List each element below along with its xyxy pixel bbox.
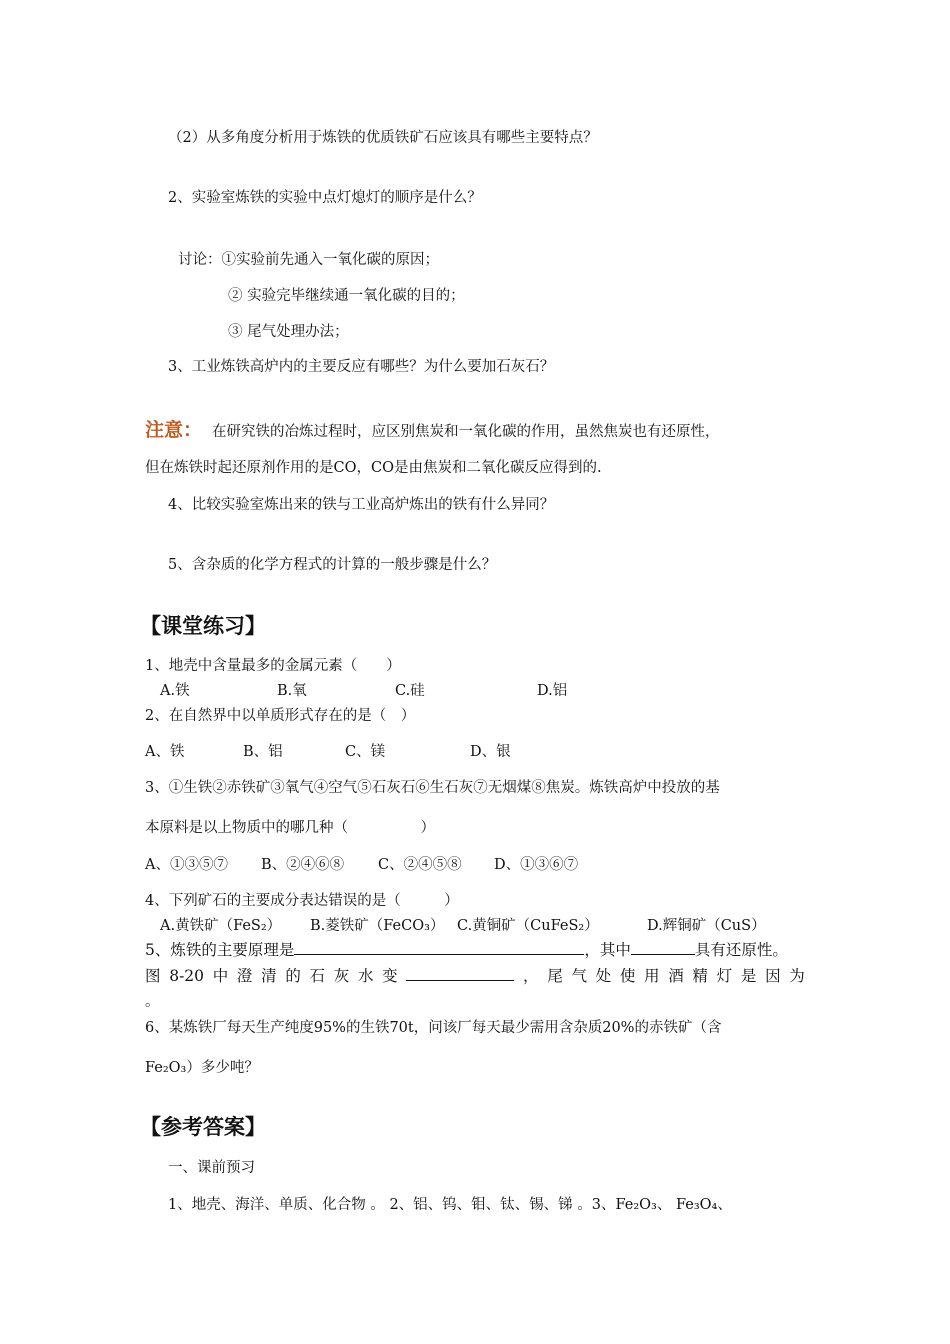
practice-q1-option-a: A.铁 xyxy=(160,683,190,699)
char: 中 xyxy=(212,967,229,985)
char: 水 xyxy=(357,967,374,985)
answers-heading: 【参考答案】 xyxy=(140,1115,266,1139)
char: 使 xyxy=(619,967,636,985)
practice-q2-option-d: D、银 xyxy=(470,744,511,760)
practice-q5-text-c: 具有还原性。 xyxy=(694,941,788,959)
char: 用 xyxy=(644,967,660,985)
char: 澄 xyxy=(236,967,253,985)
note-line-1 xyxy=(145,418,720,444)
char: 因 xyxy=(765,967,781,985)
discussion-item-1: ①实验前先通入一氧化碳的原因； xyxy=(221,252,439,268)
char: 灯 xyxy=(716,967,733,985)
practice-q4-option-d: D.辉铜矿（CuS） xyxy=(647,918,766,934)
question-2-2: （2）从多角度分析用于炼铁的优质铁矿石应该具有哪些主要特点？ xyxy=(168,130,598,146)
char: 酒 xyxy=(668,967,684,985)
practice-q4-option-b: B.菱铁矿（FeCO₃） xyxy=(310,918,445,934)
practice-q1-option-d: D.铝 xyxy=(537,683,568,699)
char: 尾 xyxy=(547,967,563,985)
question-2: 2、实验室炼铁的实验中点灯熄灯的顺序是什么？ xyxy=(168,190,482,206)
discussion-item-2: ② 实验完毕继续通一氧化碳的目的； xyxy=(228,288,465,304)
char: 8-20 xyxy=(169,967,205,985)
practice-q2: 2、在自然界中以单质形式存在的是（ ） xyxy=(145,708,416,724)
char: 清 xyxy=(261,967,277,985)
practice-q5-line-1 xyxy=(145,940,788,960)
char: 图 xyxy=(145,967,161,985)
practice-q2-option-a: A、铁 xyxy=(145,744,185,760)
answer-line-1: 1、地壳、海洋、单质、化合物 。 2、铝、钨、钼、钛、锡、锑 。3、Fe₂O₃、 Fe₃O₄、 xyxy=(168,1197,732,1213)
practice-q1: 1、地壳中含量最多的金属元素（ ） xyxy=(145,658,401,674)
char: 处 xyxy=(595,967,612,985)
practice-q3-option-c: C、②④⑤⑧ xyxy=(378,857,462,873)
practice-q6-line-1: 6、某炼铁厂每天生产纯度95%的生铁70t，问该厂每天最少需用含杂质20%的赤铁矿（含 xyxy=(145,1020,722,1036)
discussion-item-3: ③ 尾气处理办法； xyxy=(228,324,349,340)
char: 精 xyxy=(692,967,708,985)
note-label: 注意： xyxy=(145,419,203,441)
answers-subheading: 一、课前预习 xyxy=(168,1160,255,1176)
practice-q3-option-b: B、②④⑥⑧ xyxy=(261,857,345,873)
question-3: 3、工业炼铁高炉内的主要反应有哪些？为什么要加石灰石？ xyxy=(168,359,555,375)
practice-heading: 【课堂练习】 xyxy=(140,614,266,638)
note-text-1: 在研究铁的冶炼过程时，应区别焦炭和一氧化碳的作用，虽然焦炭也有还原性， xyxy=(212,424,720,440)
practice-q4-option-a: A.黄铁矿（FeS₂） xyxy=(160,918,282,934)
practice-q4: 4、下列矿石的主要成分表达错误的是（ ） xyxy=(145,893,459,909)
practice-q3-option-a: A、①③⑤⑦ xyxy=(145,857,228,873)
question-5: 5、含杂质的化学方程式的计算的一般步骤是什么？ xyxy=(168,557,497,573)
practice-q6-line-2: Fe₂O₃）多少吨？ xyxy=(145,1060,259,1076)
answer-blank[interactable] xyxy=(294,940,584,955)
question-4: 4、比较实验室炼出来的铁与工业高炉炼出的铁有什么异同？ xyxy=(168,497,555,513)
practice-q5-text-b: ，其中 xyxy=(584,941,631,959)
answer-blank[interactable] xyxy=(406,966,514,981)
practice-q4-option-c: C.黄铜矿（CuFeS₂） xyxy=(457,918,599,934)
char: 气 xyxy=(571,967,587,985)
note-line-2: 但在炼铁时起还原剂作用的是CO，CO是由焦炭和二氧化碳反应得到的. xyxy=(145,460,602,476)
practice-q1-option-b: B.氧 xyxy=(277,683,307,699)
practice-q1-option-c: C.硅 xyxy=(395,683,425,699)
char: 为 xyxy=(789,967,805,985)
practice-q3-line-1: 3、①生铁②赤铁矿③氧气④空气⑤石灰石⑥生石灰⑦无烟煤⑧焦炭。炼铁高炉中投放的基 xyxy=(145,780,720,796)
practice-q3-line-2: 本原料是以上物质中的哪几种（ ） xyxy=(145,820,435,836)
char: 是 xyxy=(740,967,757,985)
practice-q2-option-c: C、镁 xyxy=(345,744,386,760)
char: 灰 xyxy=(333,967,350,985)
char: 石 xyxy=(309,967,326,985)
char: ， xyxy=(523,967,539,985)
practice-q5-line-2 xyxy=(145,966,805,986)
discussion-line-1 xyxy=(178,250,439,270)
practice-q5-text-a: 5、炼铁的主要原理是 xyxy=(145,941,295,959)
practice-q5-line-3: 。 xyxy=(145,994,160,1010)
char: 的 xyxy=(285,967,301,985)
practice-q3-option-d: D、①③⑥⑦ xyxy=(494,857,579,873)
discussion-label: 讨论： xyxy=(178,252,222,268)
answer-blank[interactable] xyxy=(631,940,695,955)
practice-q2-option-b: B、铝 xyxy=(243,744,283,760)
char: 变 xyxy=(382,967,398,985)
